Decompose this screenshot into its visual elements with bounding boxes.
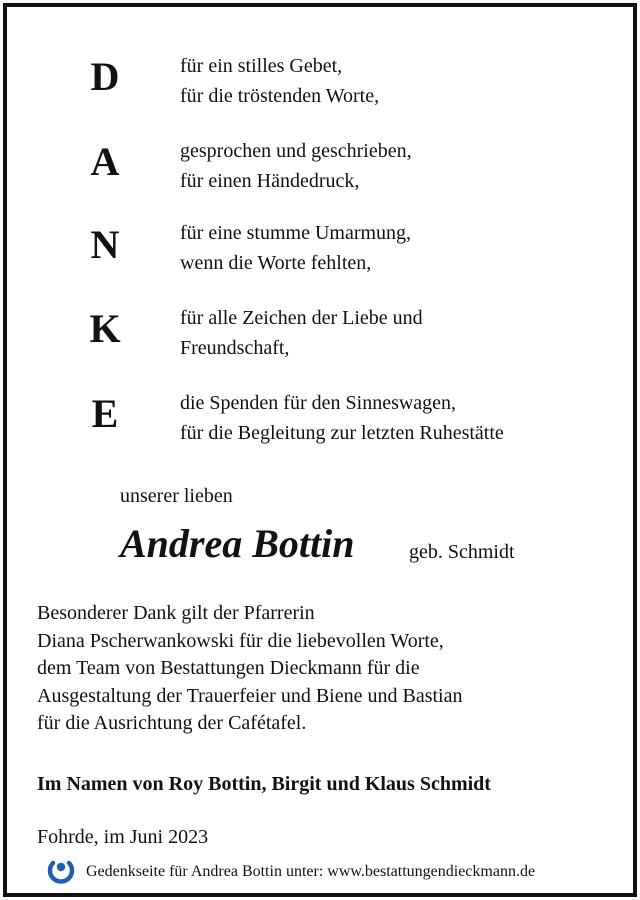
danke-letter: D [90,54,120,99]
danke-line: gesprochen und geschrieben, [180,140,412,162]
danke-line: für einen Händedruck, [180,170,360,192]
thanks-line: Ausgestaltung der Trauerfeier und Biene und Bastian [37,684,463,707]
thanks-line: Besonderer Dank gilt der Pfarrerin [37,602,315,624]
danke-line: für alle Zeichen der Liebe und [180,307,423,329]
danke-lines [180,136,412,196]
danke-line: für ein stilles Gebet, [180,55,343,77]
danke-lines [180,388,504,448]
special-thanks [37,600,617,738]
thanks-line: Diana Pscherwankowski für die liebevollen Worte, [37,629,444,652]
danke-lines [180,218,411,278]
memorial-link [44,856,535,888]
danke-line: Freundschaft, [180,337,290,359]
memorial-text: Gedenkseite für Andrea Bottin unter: www.bestattungendieckmann.de [86,863,536,880]
place-date: Fohrde, im Juni 2023 [37,826,209,848]
thanks-line: dem Team von Bestattungen Dieckmann für die [37,657,420,679]
danke-line: wenn die Worte fehlten, [180,252,372,274]
danke-line: für die tröstenden Worte, [180,85,380,107]
danke-line: für die Begleitung zur letzten Ruhestätte [180,422,504,444]
danke-letter: A [90,139,120,184]
deceased-name: Andrea Bottin [120,521,355,566]
thanks-line: für die Ausrichtung der Cafétafel. [37,712,307,734]
danke-letter: N [90,222,120,267]
signatories: Im Namen von Roy Bottin, Birgit und Klaus Schmidt [37,773,491,795]
intro-text: unserer lieben [120,485,233,507]
obituary-card [3,3,637,897]
danke-letter: K [89,306,121,351]
danke-line: die Spenden für den Sinneswagen, [180,392,457,414]
danke-line: für eine stumme Umarmung, [180,222,412,244]
maiden-name: geb. Schmidt [409,541,515,563]
danke-lines [180,51,379,111]
dieckmann-logo-icon [44,858,78,886]
danke-letter: E [91,391,119,436]
danke-lines [180,303,423,363]
